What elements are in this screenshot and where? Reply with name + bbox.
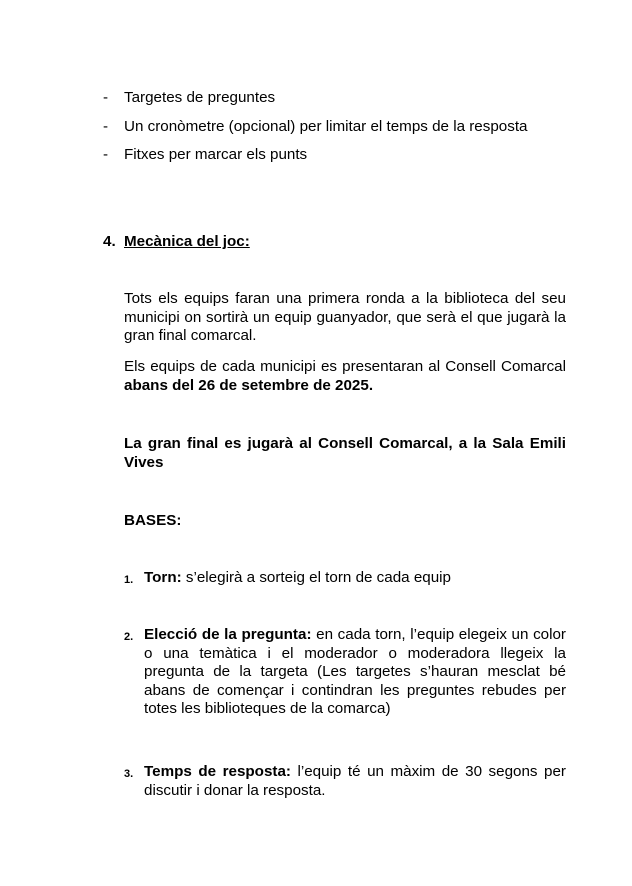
list-item xyxy=(0,146,632,165)
paragraph-deadline xyxy=(124,358,566,395)
base-number: 1. xyxy=(124,574,134,586)
list-item xyxy=(0,89,632,108)
base-body xyxy=(144,626,566,719)
list-item-text: Un cronòmetre (opcional) per limitar el temps de la resposta xyxy=(124,118,528,135)
base-text: l’equip té un màxim de 30 segons per discutir i donar la resposta. xyxy=(144,763,566,799)
base-title: Torn: xyxy=(144,569,182,586)
bases-heading: BASES: xyxy=(124,512,182,529)
paragraph-deadline-text: Els equips de cada municipi es presentaran al Consell Comarcal xyxy=(124,358,566,375)
base-title: Elecció de la pregunta: xyxy=(144,626,312,643)
list-dash: - xyxy=(103,89,109,106)
list-item xyxy=(0,118,632,137)
base-body xyxy=(144,763,566,800)
section-heading xyxy=(103,233,250,252)
list-item-text: Fitxes per marcar els punts xyxy=(124,146,308,163)
list-dash: - xyxy=(103,146,109,163)
base-body xyxy=(144,569,566,588)
deadline-date: abans del 26 de setembre de 2025. xyxy=(124,376,374,394)
base-text: s’elegirà a sorteig el torn de cada equip xyxy=(181,569,451,586)
final-location: La gran final es jugarà al Consell Comarcal, a la Sala Emili Vives xyxy=(124,435,566,471)
base-title: Temps de resposta: xyxy=(144,763,291,780)
section-number: 4. xyxy=(103,233,116,250)
base-number: 2. xyxy=(124,631,134,643)
section-title: Mecànica del joc: xyxy=(124,233,250,250)
base-text: en cada torn, l’equip elegeix un color o una temàtica i el moderador o moderadora llegeix la pregunta de la targeta (Les targetes s’hauran mesclat bé abans de començar i contindran les preguntes rebudes per totes les biblioteques de la comarca) xyxy=(144,626,566,718)
paragraph-intro: Tots els equips faran una primera ronda a la biblioteca del seu municipi on sortirà un equip guanyador, que serà el que jugarà la gran final comarcal. xyxy=(124,290,566,345)
list-item-text: Targetes de preguntes xyxy=(124,89,276,106)
base-number: 3. xyxy=(124,768,134,780)
list-dash: - xyxy=(103,118,109,135)
